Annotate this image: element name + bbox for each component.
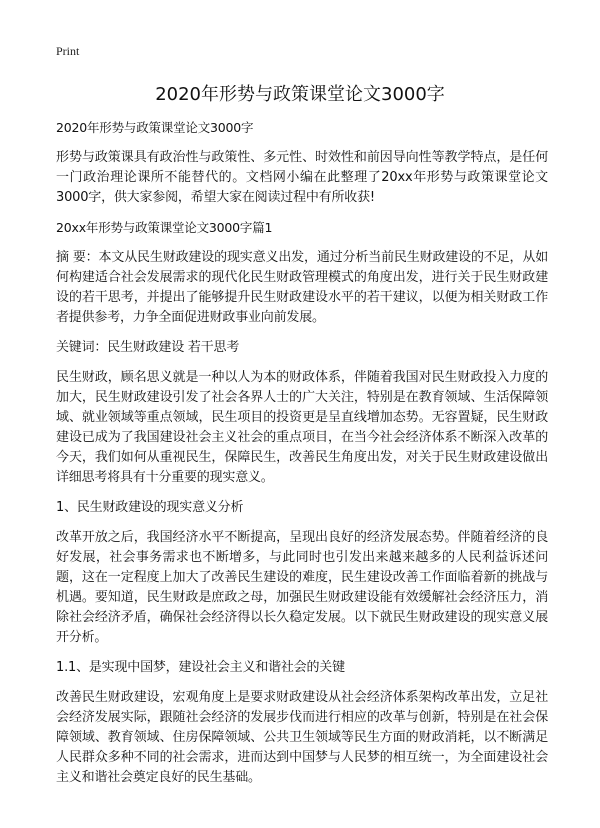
section-heading: 1、民生财政建设的现实意义分析 (56, 500, 244, 515)
intro-paragraph: 形势与政策课具有政治性与政策性、多元性、时效性和前因导向性等教学特点，是任何一门政治理论课所不能替代的。文档网小编在此整理了20xx年形势与政策课堂论文3000字，供大家参阅，希望大家在阅读过程中有所收获! (56, 150, 548, 205)
body-paragraph: 改善民生财政建设，宏观角度上是要求财政建设从社会经济体系架构改革出发，立足社会经济发展实际，跟随社会经济的发展步伐而进行相应的改革与创新，特别是在社会保障领域、教育领域、住房保障领域、公共卫生领域等民生方面的财政消耗，以不断满足人民群众多种不同的社会需求，进而达到中国梦与人民梦的相互统一，为全面建设社会主义和谐社会奠定良好的民生基础。 (56, 690, 548, 785)
keywords-paragraph: 关键词：民生财政建设 若干思考 (56, 340, 240, 355)
print-link[interactable]: Print (56, 44, 80, 58)
abstract-paragraph: 摘 要：本文从民生财政建设的现实意义出发，通过分析当前民生财政建设的不足，从如何构建适合社会发展需求的现代化民生财政管理模式的角度出发，进行关于民生财政建设的若干思考，并提出了能够提升民生财政建设水平的若干建议，以便为相关财政工作者提供参考，力争全面促进财政事业向前发展。 (56, 250, 548, 325)
document-title: 2020年形势与政策课堂论文3000字 (155, 84, 445, 105)
subsection-heading: 1.1、是实现中国梦，建设社会主义和谐社会的关键 (56, 660, 345, 675)
body-paragraph: 民生财政，顾名思义就是一种以人为本的财政体系，伴随着我国对民生财政投入力度的加大，民生财政建设引发了社会各界人士的广大关注，特别是在教育领域、生活保障领域、就业领域等重点领域，民生项目的投资更是呈直线增加态势。无容置疑，民生财政建设已成为了我国建设社会主义社会的重点项目，在当今社会经济体系不断深入改革的今天，我们如何从重视民生，保障民生，改善民生角度出发，对关于民生财政建设做出详细思考将具有十分重要的现实意义。 (56, 370, 548, 485)
subtitle-paragraph: 2020年形势与政策课堂论文3000字 (56, 120, 254, 135)
body-paragraph: 改革开放之后，我国经济水平不断提高，呈现出良好的经济发展态势。伴随着经济的良好发展，社会事务需求也不断增多，与此同时也引发出来越来越多的人民利益诉述问题，这在一定程度上加大了改善民生建设的难度，民生建设改善工作面临着新的挑战与机遇。要知道，民生财政是庶政之母，加强民生财政建设能有效缓解社会经济压力，消除社会经济矛盾，确保社会经济得以长久稳定发展。以下就民生财政建设的现实意义展开分析。 (56, 530, 548, 645)
article-heading: 20xx年形势与政策课堂论文3000字篇1 (56, 220, 273, 235)
document-body (56, 118, 548, 798)
